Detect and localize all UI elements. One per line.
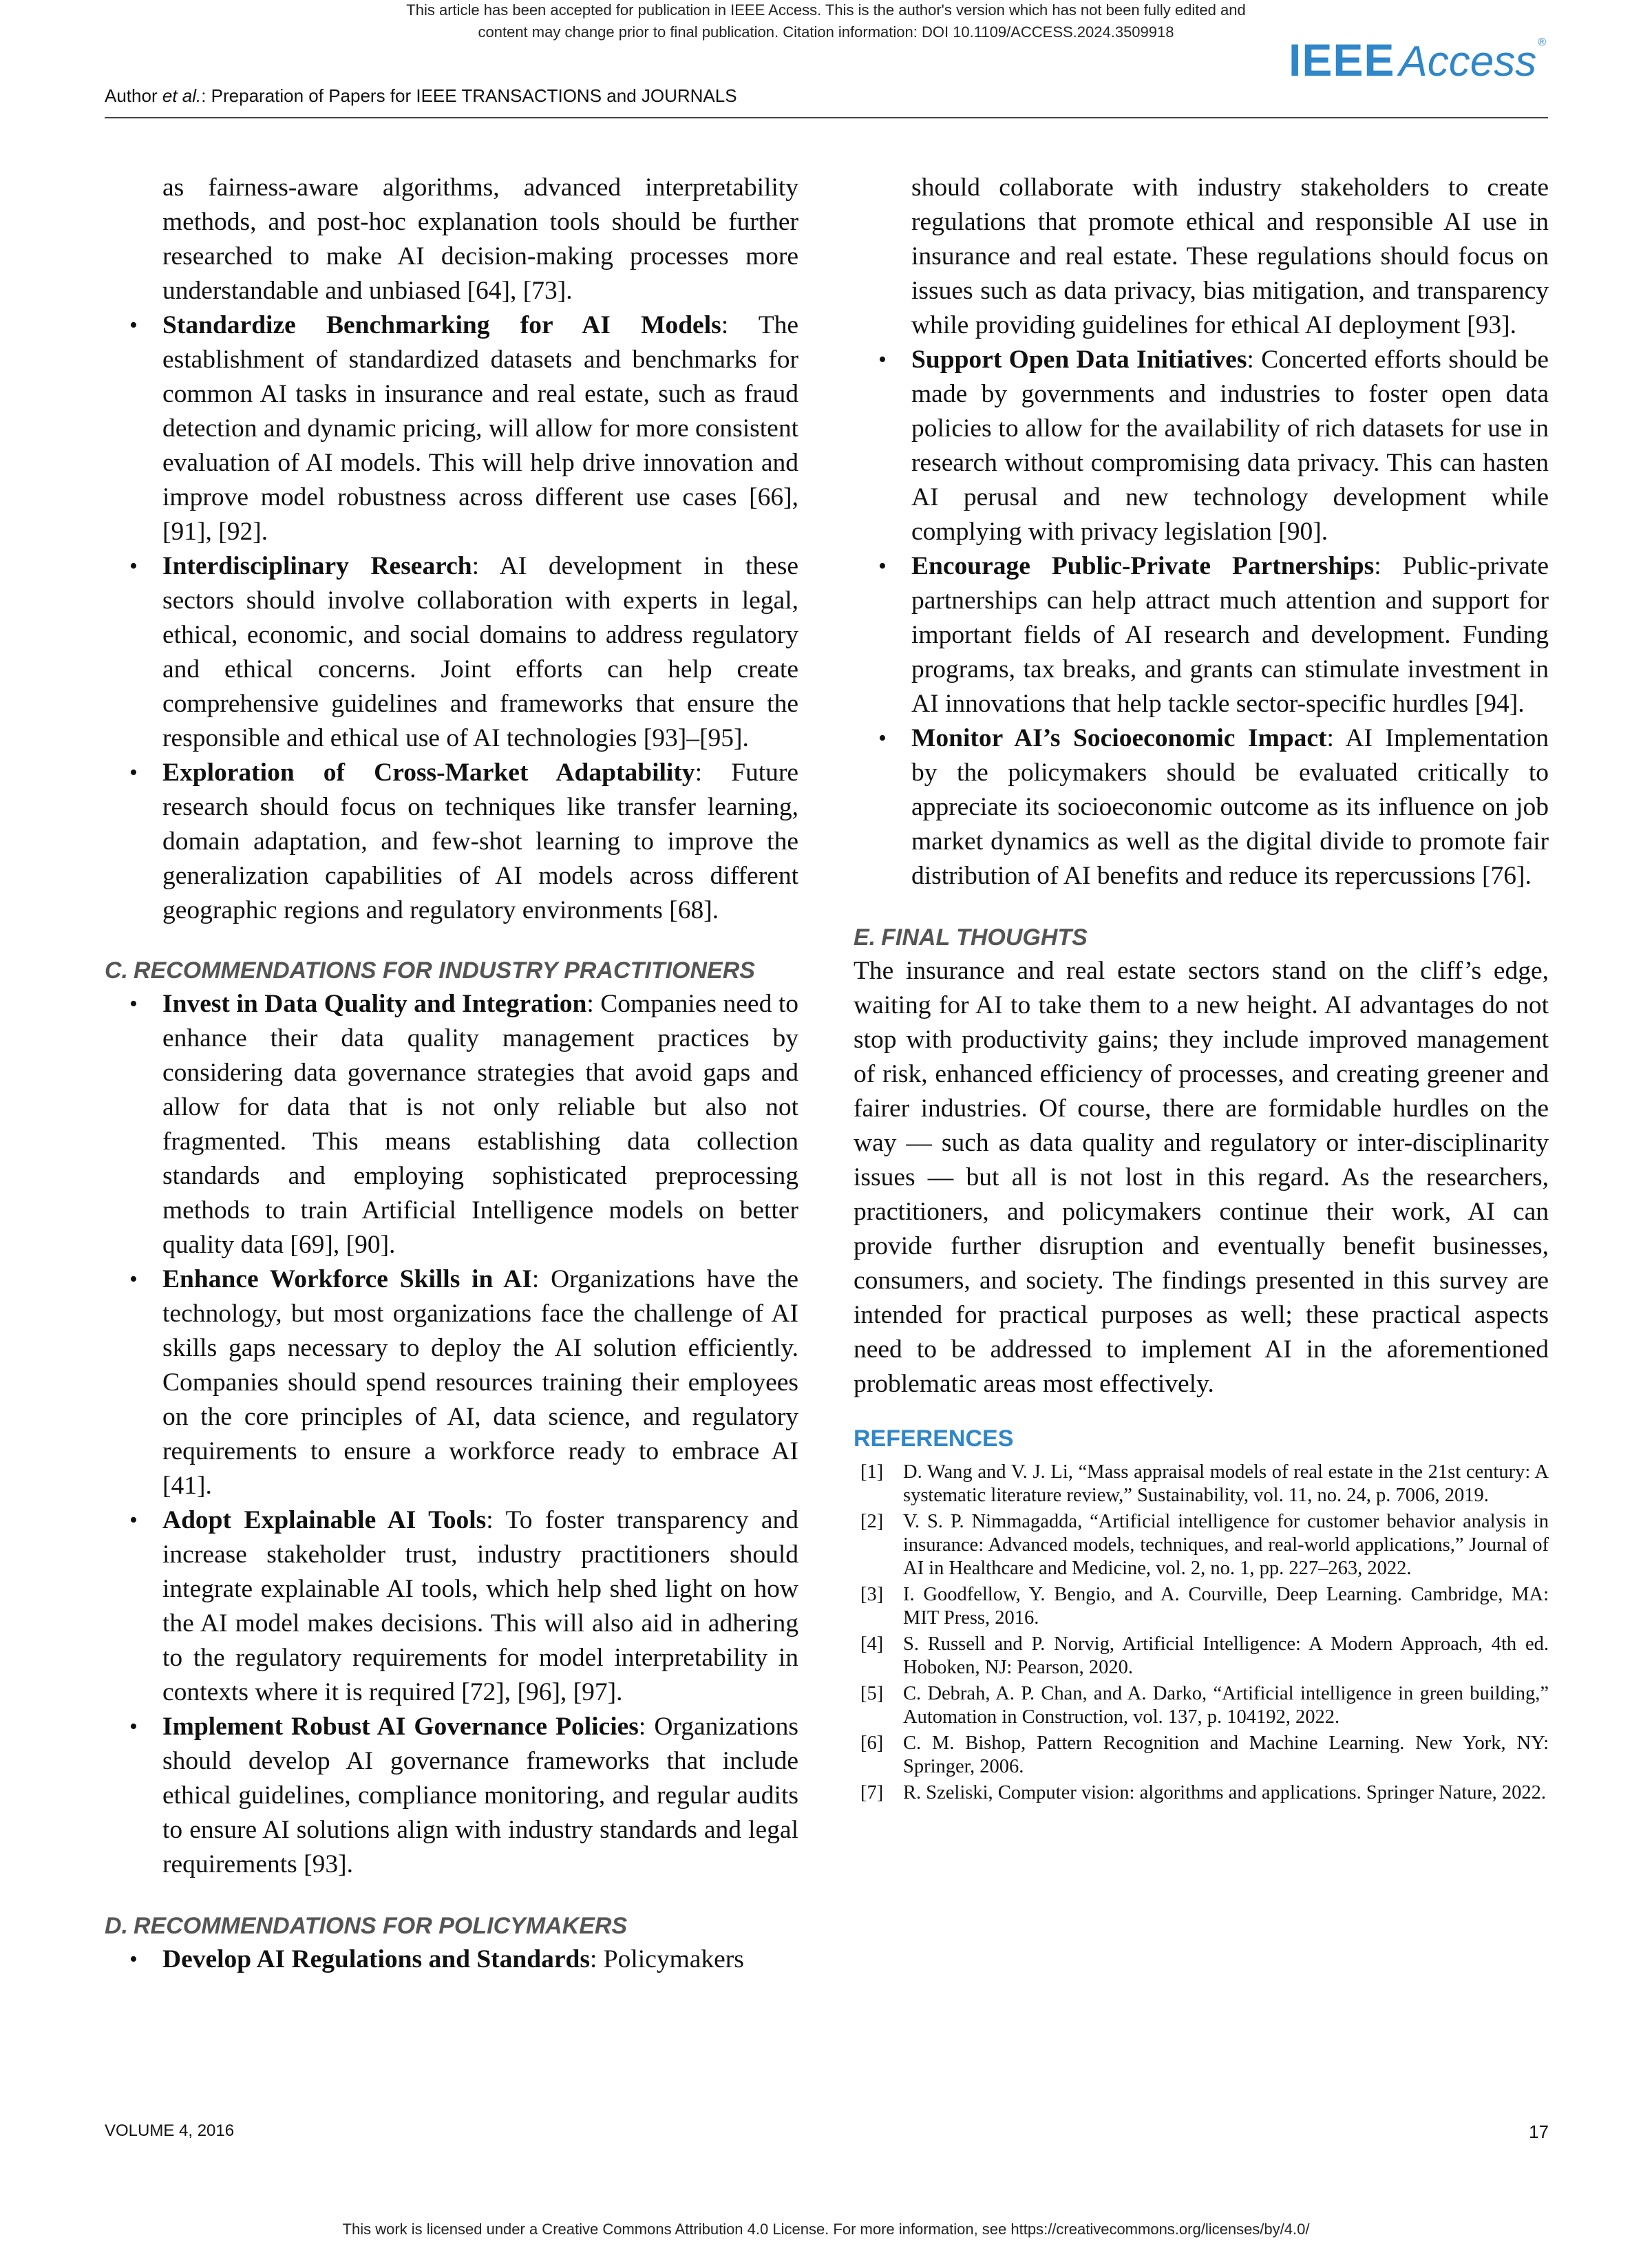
- list-item: [854, 343, 1549, 549]
- header-rule: [105, 117, 1548, 118]
- final-thoughts-paragraph: The insurance and real estate sectors stand on the cliff’s edge, waiting for AI to take them to a new height. AI advantages do not stop with productivity gains; they include improved management of risk, enhanced efficiency of processes, and creating greener and fairer industries. Of course, there are formidable hurdles on the way — such as data quality and regulatory or inter-disciplinarity issues — but all is not lost in this regard. As the researchers, practitioners, and policymakers continue their work, AI can provide further disruption and eventually benefit businesses, consumers, and society. The findings presented in this survey are intended for practical purposes as well; these practical aspects need to be addressed to implement AI in the aforementioned problematic areas most effectively.: [854, 957, 1549, 1398]
- list-item-title: Support Open Data Initiatives: [911, 346, 1247, 374]
- running-head: [105, 85, 737, 107]
- section-title: RECOMMENDATIONS FOR INDUSTRY PRACTITIONERS: [134, 957, 755, 984]
- reference-number: [6]: [860, 1733, 884, 1754]
- logo-ieee-text: IEEE: [1289, 34, 1395, 85]
- list-item-text: : Concerted efforts should be made by governments and industries to foster open data policies to allow for the availability of rich datasets for use in research without compromising data privacy. This can hasten AI perusal and new technology development while complying with privacy legislation [90].: [911, 346, 1549, 546]
- future-directions-list: [105, 308, 798, 928]
- list-item: [854, 549, 1549, 721]
- references-heading: REFERENCES: [854, 1426, 1014, 1452]
- reference-text: C. M. Bishop, Pattern Recognition and Machine Learning. New York, NY: Springer, 2006.: [903, 1733, 1549, 1777]
- reference-text: R. Szeliski, Computer vision: algorithms and applications. Springer Nature, 2022.: [903, 1782, 1547, 1803]
- list-item-title: Interdisciplinary Research: [162, 552, 472, 580]
- reference-item: [854, 1732, 1549, 1779]
- reference-item: [854, 1781, 1549, 1805]
- reference-text: S. Russell and P. Norvig, Artificial Intelligence: A Modern Approach, 4th ed. Hoboken, NJ: Pearson, 2020.: [903, 1633, 1549, 1678]
- section-heading-c: [105, 954, 798, 987]
- policymaker-recommendations-list: [854, 343, 1549, 893]
- list-item-text: : Organizations have the technology, but most organizations face the challenge of AI skills gaps necessary to deploy the AI solution efficiently. Companies should spend resources training their employees on the core principles of AI, data science, and regulatory requirements to ensure a workforce ready to embrace AI [41].: [162, 1265, 798, 1500]
- list-item: [105, 308, 798, 549]
- list-item-title: Enhance Workforce Skills in AI: [162, 1265, 532, 1293]
- logo-access-text: Access: [1399, 38, 1537, 85]
- policymaker-recommendations-list-start: [105, 1942, 798, 1977]
- references-list: [854, 1461, 1549, 1805]
- bullet-continuation: as fairness-aware algorithms, advanced interpretability methods, and post-hoc explanation tools should be further researched to make AI decision-making processes more understandable and unbiased [64], [73].: [162, 173, 798, 305]
- left-column: [105, 171, 798, 1977]
- list-item-text: : Public-private partnerships can help attract much attention and support for important fields of AI research and development. Funding programs, tax breaks, and grants can stimulate investment in AI innovations that help tackle sector-specific hurdles [94].: [911, 552, 1549, 718]
- reference-number: [7]: [860, 1782, 884, 1803]
- list-item-text: : Companies need to enhance their data quality management practices by considering data governance strategies that avoid gaps and allow for data that is not only reliable but also not fragmented. This means establishing data collection standards and employing sophisticated preprocessing methods to train Artificial Intelligence models on better quality data [69], [90].: [162, 990, 798, 1259]
- list-item: [105, 1710, 798, 1882]
- ieee-access-logo: [1289, 34, 1547, 85]
- reference-item: [854, 1682, 1549, 1729]
- list-item: [854, 721, 1549, 893]
- reference-number: [2]: [860, 1511, 884, 1532]
- reference-number: [5]: [860, 1683, 884, 1704]
- list-item-title: Develop AI Regulations and Standards: [162, 1945, 590, 1973]
- list-item-title: Monitor AI’s Socioeconomic Impact: [911, 724, 1327, 752]
- running-head-title: : Preparation of Papers for IEEE TRANSACTIONS and JOURNALS: [201, 85, 737, 106]
- list-item: [105, 987, 798, 1262]
- reference-item: [854, 1633, 1549, 1680]
- list-item-title: Encourage Public-Private Partnerships: [911, 552, 1375, 580]
- section-letter: D.: [105, 1913, 128, 1939]
- list-item-text: : Policymakers: [589, 1945, 744, 1973]
- list-item: [105, 549, 798, 756]
- list-item-text: : The establishment of standardized datasets and benchmarks for common AI tasks in insurance and real estate, such as fraud detection and dynamic pricing, will allow for more consistent evaluation of AI models. This will help drive innovation and improve model robustness across different use cases [66], [91], [92].: [162, 311, 798, 546]
- license-notice: This work is licensed under a Creative Commons Attribution 4.0 License. For more information, see https://creativecommons.org/licenses/by/4.0/: [342, 2221, 1310, 2238]
- list-item-text: : Future research should focus on techniques like transfer learning, domain adaptation, and few-shot learning to improve the generalization capabilities of AI models across different geographic regions and regulatory environments [68].: [162, 759, 798, 924]
- list-item-text: : AI development in these sectors should involve collaboration with experts in legal, ethical, economic, and social domains to address regulatory and ethical concerns. Joint efforts can help create comprehensive guidelines and frameworks that ensure the responsible and ethical use of AI technologies [93]–[95].: [162, 552, 799, 752]
- reference-text: V. S. P. Nimmagadda, “Artificial intelligence for customer behavior analysis in insurance: Advanced models, techniques, and real-world applications,” Journal of AI in Healthcare and Medicine, vol. 2, no. 1, pp. 227–263, 2022.: [903, 1511, 1549, 1579]
- list-item: [105, 1262, 798, 1503]
- list-item: [105, 1503, 798, 1710]
- section-title: FINAL THOUGHTS: [881, 924, 1088, 951]
- reference-number: [3]: [860, 1584, 884, 1605]
- reference-item: [854, 1510, 1549, 1580]
- list-item: [105, 756, 798, 928]
- list-item-title: Invest in Data Quality and Integration: [162, 990, 587, 1018]
- page-number: 17: [1529, 2121, 1549, 2142]
- reference-text: D. Wang and V. J. Li, “Mass appraisal models of real estate in the 21st century: A systematic literature review,” Sustainability, vol. 11, no. 24, p. 7006, 2019.: [903, 1461, 1549, 1506]
- list-item-text: : To foster transparency and increase stakeholder trust, industry practitioners should integrate explainable AI tools, which help shed light on how the AI model makes decisions. This will also aid in adhering to the regulatory requirements for model interpretability in contexts where it is required [72], [96], [97].: [162, 1506, 799, 1706]
- industry-recommendations-list: [105, 987, 798, 1882]
- list-item-text: : Organizations should develop AI governance frameworks that include ethical guidelines, compliance monitoring, and regular audits to ensure AI solutions align with industry standards and legal requirements [93].: [162, 1713, 798, 1878]
- list-item-title: Standardize Benchmarking for AI Models: [162, 311, 721, 339]
- bullet-continuation: should collaborate with industry stakeholders to create regulations that promote ethical and responsible AI use in insurance and real estate. These regulations should focus on issues such as data privacy, bias mitigation, and transparency while providing guidelines for ethical AI deployment [93].: [911, 173, 1549, 339]
- right-column: [854, 171, 1549, 1808]
- reference-number: [1]: [860, 1461, 884, 1483]
- list-item: [105, 1942, 798, 1977]
- running-head-prefix: Author: [105, 85, 162, 106]
- reference-number: [4]: [860, 1633, 884, 1655]
- logo-registered-mark: ®: [1538, 36, 1547, 48]
- list-item-text: : AI Implementation by the policymakers should be evaluated critically to appreciate its socioeconomic outcome as its influence on job market dynamics as well as the digital divide to promote fair distribution of AI benefits and reduce its repercussions [76].: [911, 724, 1549, 890]
- reference-text: I. Goodfellow, Y. Bengio, and A. Courville, Deep Learning. Cambridge, MA: MIT Press, 2016.: [903, 1584, 1549, 1629]
- section-title: RECOMMENDATIONS FOR POLICYMAKERS: [134, 1913, 628, 1939]
- section-letter: E.: [854, 924, 876, 951]
- section-heading-e: [854, 921, 1549, 954]
- section-heading-d: [105, 1909, 798, 1942]
- reference-item: [854, 1583, 1549, 1630]
- section-letter: C.: [105, 957, 128, 984]
- reference-item: [854, 1461, 1549, 1507]
- list-item-title: Adopt Explainable AI Tools: [162, 1506, 487, 1534]
- running-head-etal: et al.: [162, 85, 202, 106]
- list-item-title: Implement Robust AI Governance Policies: [162, 1713, 639, 1741]
- acceptance-notice-line-2: content may change prior to final publication. Citation information: DOI 10.1109/ACCESS.2024.3509918: [478, 23, 1174, 41]
- footer-volume: VOLUME 4, 2016: [105, 2121, 235, 2140]
- acceptance-notice-line-1: This article has been accepted for publication in IEEE Access. This is the author's version which has not been fully edited and: [406, 1, 1246, 19]
- list-item-title: Exploration of Cross-Market Adaptability: [162, 759, 695, 787]
- reference-text: C. Debrah, A. P. Chan, and A. Darko, “Artificial intelligence in green building,” Automation in Construction, vol. 137, p. 104192, 2022.: [903, 1683, 1549, 1728]
